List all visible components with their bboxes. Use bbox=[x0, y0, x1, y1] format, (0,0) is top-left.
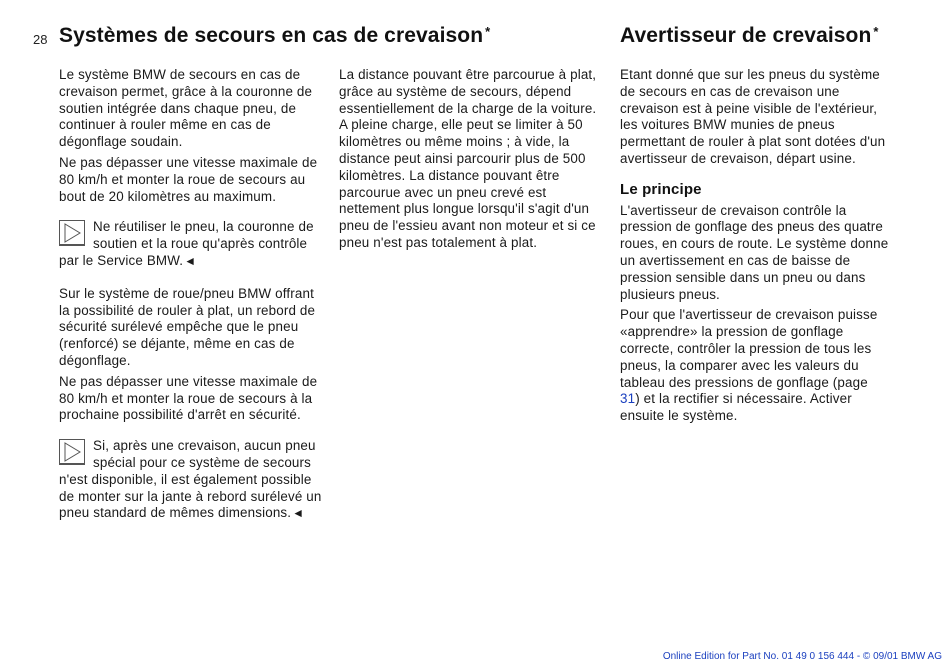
paragraph: Ne pas dépasser une vitesse maximale de 80 km/h et monter la roue de secours au bout de 20 kilomètres au maximum. bbox=[59, 154, 318, 204]
end-of-section-icon: ◄ bbox=[184, 253, 197, 268]
column-2 bbox=[339, 67, 607, 256]
column-3 bbox=[620, 67, 890, 429]
paragraph: Etant donné que sur les pneus du système de secours en cas de crevaison une crevaison est à peine visible de l'extérieur, les voitures BMW munies de pneus permettant de rouler à plat sont dotées d'un avertisseur de crevaison, départ usine. bbox=[620, 67, 886, 166]
note-triangle-icon bbox=[59, 220, 85, 246]
paragraph: Sur le système de roue/pneu BMW offrant la possibilité de rouler à plat, un rebord de sécurité surélevé empêche que le pneu (renforcé) se déjante, même en cas de dégonflage. bbox=[59, 285, 316, 368]
section-title-run-flat bbox=[59, 24, 490, 48]
footer-edition-note: Online Edition for Part No. 01 49 0 156 444 - © 09/01 BMW AG bbox=[662, 651, 942, 662]
optional-equipment-mark: * bbox=[485, 24, 491, 39]
page-reference-link[interactable]: 31 bbox=[620, 391, 636, 407]
section-title-text: Avertisseur de crevaison bbox=[620, 24, 872, 47]
column-1 bbox=[59, 67, 327, 538]
page-number: 28 bbox=[33, 32, 48, 47]
optional-equipment-mark: * bbox=[873, 24, 879, 39]
note-block bbox=[59, 219, 327, 269]
subheading: Le principe bbox=[620, 180, 702, 198]
paragraph: La distance pouvant être parcourue à plat, grâce au système de secours, dépend essentiellement de la charge de la voiture. A pleine charge, elle peut se limiter à 50 kilomètres ou même moins ; à vide, la distance peut ainsi parcourir plus de 500 kilomètres. La distance pouvant être parcourue avec un pneu crevé est nettement plus longue lorsqu'il s'agit d'un pneu de l'essieu avant non moteur et si ce pneu n'est pas totalement à plat. bbox=[339, 67, 597, 250]
paragraph-text: Pour que l'avertisseur de crevaison puisse «apprendre» la pression de gonflage correcte, contrôler la pression de tous les pneus, la comparer avec les valeurs du tableau des pressions de gonflage (page bbox=[620, 307, 878, 390]
note-text: Ne réutiliser le pneu, la couronne de soutien et la roue qu'après contrôle par le Service BMW. bbox=[59, 219, 314, 268]
section-title-flat-tire-monitor bbox=[620, 24, 879, 48]
note-text: Si, après une crevaison, aucun pneu spécial pour ce système de secours n'est disponible, il est également possible de monter sur la jante à rebord surélevé un pneu standard de mêmes dimensions. bbox=[59, 438, 322, 521]
paragraph: L'avertisseur de crevaison contrôle la pression de gonflage des pneus des quatre roues, en cours de route. Le système donne un avertissement en cas de baisse de pression sensible dans un pneu ou dans plusieurs pneus. bbox=[620, 202, 889, 302]
paragraph-text: ) et la rectifier si nécessaire. Activer ensuite le système. bbox=[620, 391, 852, 424]
paragraph: Ne pas dépasser une vitesse maximale de 80 km/h et monter la roue de secours à la prochaine possibilité d'arrêt en sécurité. bbox=[59, 373, 318, 423]
end-of-section-icon: ◄ bbox=[292, 506, 305, 521]
section-title-text: Systèmes de secours en cas de crevaison bbox=[59, 24, 484, 47]
note-triangle-icon bbox=[59, 439, 85, 465]
paragraph bbox=[620, 307, 890, 425]
note-block bbox=[59, 438, 327, 522]
paragraph: Le système BMW de secours en cas de crevaison permet, grâce à la couronne de soutien intégrée dans chaque pneu, de continuer à rouler même en cas de dégonflage soudain. bbox=[59, 67, 313, 150]
